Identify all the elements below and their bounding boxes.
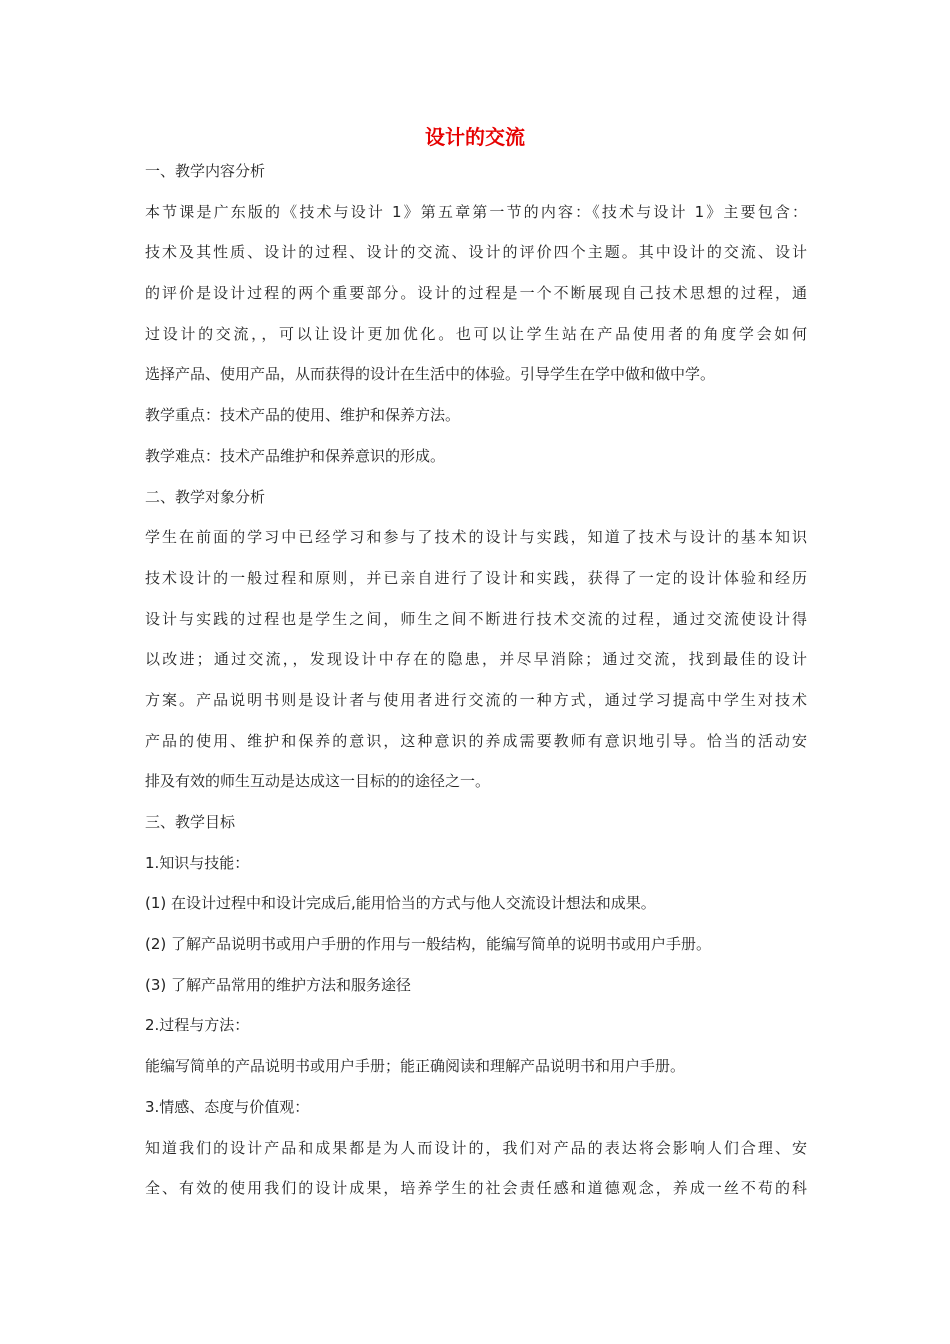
paragraph-line: 技术及其性质、设计的过程、设计的交流、设计的评价四个主题。其中设计的交流、设计	[145, 243, 807, 262]
paragraph-line: 过设计的交流，，可以让设计更加优化。也可以让学生站在产品使用者的角度学会如何	[145, 324, 807, 343]
paragraph-line: 学生在前面的学习中已经学习和参与了技术的设计与实践，知道了技术与设计的基本知识	[145, 528, 807, 547]
paragraph-line: 选择产品、使用产品，从而获得的设计在生活中的体验。引导学生在学中做和做中学。	[145, 365, 716, 384]
list-item: (3) 了解产品常用的维护方法和服务途径	[145, 975, 412, 994]
paragraph-line: 教学重点：技术产品的使用、维护和保养方法。	[145, 406, 461, 425]
paragraph-line: 知道我们的设计产品和成果都是为人而设计的，我们对产品的表达将会影响人们合理、安	[145, 1138, 807, 1157]
subsection-heading: 1.知识与技能：	[145, 853, 250, 872]
paragraph-line: 技术设计的一般过程和原则，并已亲自进行了设计和实践，获得了一定的设计体验和经历	[145, 568, 807, 587]
document-body	[145, 151, 807, 1209]
document-title: 设计的交流	[425, 125, 525, 149]
subsection-heading: 2.过程与方法：	[145, 1016, 250, 1035]
paragraph-line: 的评价是设计过程的两个重要部分。设计的过程是一个不断展现自己技术思想的过程，通	[145, 284, 807, 303]
paragraph-line: 能编写简单的产品说明书或用户手册；能正确阅读和理解产品说明书和用户手册。	[145, 1057, 686, 1076]
paragraph-line: 产品的使用、维护和保养的意识，这种意识的养成需要教师有意识地引导。恰当的活动安	[145, 731, 807, 750]
section-heading: 三、教学目标	[145, 813, 236, 831]
section-heading: 一、教学内容分析	[145, 162, 266, 180]
paragraph-line: 排及有效的师生互动是达成这一目标的的途径之一。	[145, 772, 491, 791]
section-heading: 二、教学对象分析	[145, 487, 266, 506]
list-item: (1) 在设计过程中和设计完成后,能用恰当的方式与他人交流设计想法和成果。	[145, 894, 656, 913]
paragraph-line: 教学难点：技术产品维护和保养意识的形成。	[145, 446, 446, 465]
paragraph-line: 全、有效的使用我们的设计成果，培养学生的社会责任感和道德观念，养成一丝不苟的科	[145, 1179, 807, 1198]
paragraph-line: 以改进；通过交流，，发现设计中存在的隐患，并尽早消除；通过交流，找到最佳的设计	[145, 650, 807, 669]
paragraph-line: 设计与实践的过程也是学生之间，师生之间不断进行技术交流的过程，通过交流使设计得	[145, 609, 807, 628]
list-item: (2) 了解产品说明书或用户手册的作用与一般结构，能编写简单的说明书或用户手册。	[145, 935, 712, 954]
paragraph-line: 本节课是广东版的《技术与设计 1》第五章第一节的内容：《技术与设计 1》主要包含：	[145, 202, 807, 221]
paragraph-line: 方案。产品说明书则是设计者与使用者进行交流的一种方式，通过学习提高中学生对技术	[145, 690, 807, 709]
subsection-heading: 3.情感、态度与价值观：	[145, 1097, 310, 1116]
